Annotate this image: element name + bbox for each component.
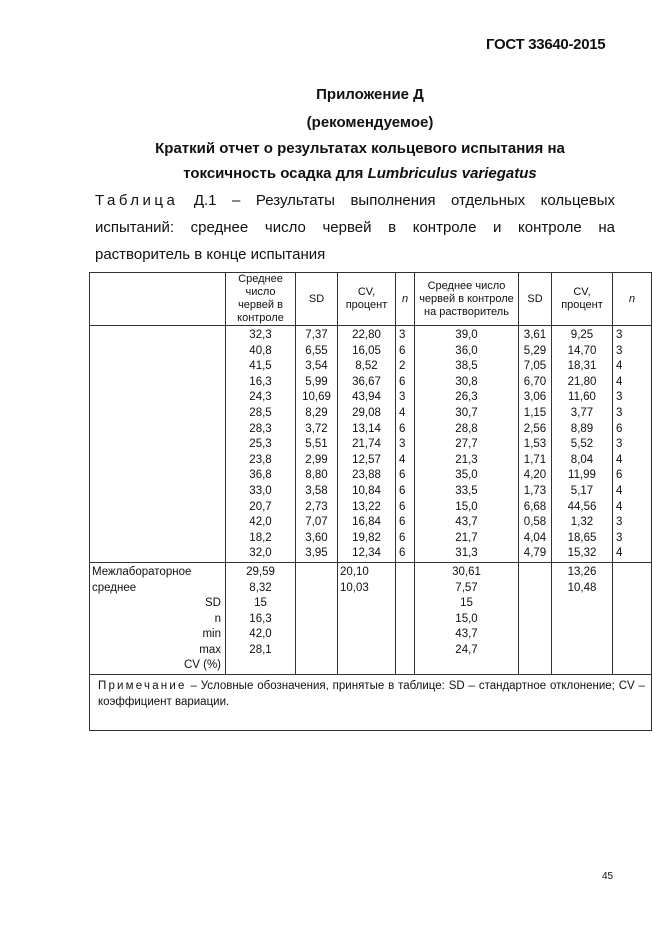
summary-empty-cell [396, 643, 415, 659]
table-cell: 6 [396, 484, 415, 500]
table-note-row [90, 675, 652, 731]
row-label-cell [90, 375, 226, 391]
summary-label: CV (%) [90, 658, 226, 674]
table-row [90, 390, 652, 406]
table-cell: 21,80 [552, 375, 613, 391]
table-cell: 21,3 [415, 453, 519, 469]
summary-cv-value [338, 627, 396, 643]
table-cell: 4 [613, 546, 652, 562]
summary-empty-cell [519, 658, 552, 674]
table-cell: 10,69 [296, 390, 338, 406]
header-cell: CV, процент [552, 273, 613, 326]
summary-cv-value [338, 596, 396, 612]
table-cell: 13,22 [338, 500, 396, 516]
table-cell: 3,61 [519, 326, 552, 344]
summary-solvent-value [415, 658, 519, 674]
summary-solvent-cv-value: 10,48 [552, 581, 613, 597]
table-cell: 14,70 [552, 344, 613, 360]
table-cell: 3 [396, 326, 415, 344]
table-cell: 44,56 [552, 500, 613, 516]
summary-control-value [226, 658, 296, 674]
table-cell: 11,60 [552, 390, 613, 406]
table-cell: 3 [396, 390, 415, 406]
table-row [90, 437, 652, 453]
summary-empty-cell [296, 627, 338, 643]
summary-row [90, 627, 652, 643]
table-cell: 6 [396, 375, 415, 391]
table-cell: 7,07 [296, 515, 338, 531]
table-cell: 0,58 [519, 515, 552, 531]
table-row [90, 344, 652, 360]
standard-code: ГОСТ 33640-2015 [486, 36, 606, 53]
table-cell: 1,71 [519, 453, 552, 469]
summary-label: Межлабораторное [90, 562, 226, 580]
table-cell: 3,54 [296, 359, 338, 375]
table-cell: 1,32 [552, 515, 613, 531]
table-row [90, 515, 652, 531]
table-caption-line2: испытаний: среднее число червей в контроле и контроле на [95, 219, 615, 236]
summary-solvent-cv-value [552, 658, 613, 674]
summary-empty-cell [519, 627, 552, 643]
table-cell: 29,08 [338, 406, 396, 422]
table-caption-line3: растворитель в конце испытания [95, 246, 326, 263]
table-cell: 3,60 [296, 531, 338, 547]
table-cell: 19,82 [338, 531, 396, 547]
summary-row [90, 658, 652, 674]
summary-label: min [90, 627, 226, 643]
report-title-line1: Краткий отчет о результатах кольцевого испытания на [155, 140, 565, 157]
table-cell: 5,99 [296, 375, 338, 391]
table-cell: 9,25 [552, 326, 613, 344]
table-cell: 3 [613, 344, 652, 360]
table-cell: 36,0 [415, 344, 519, 360]
table-cell: 11,99 [552, 468, 613, 484]
table-row [90, 359, 652, 375]
summary-empty-cell [396, 627, 415, 643]
table-cell: 4 [613, 375, 652, 391]
summary-empty-cell [519, 562, 552, 580]
table-cell: 6 [396, 515, 415, 531]
table-row [90, 546, 652, 562]
table-cell: 16,84 [338, 515, 396, 531]
table-cell: 2,99 [296, 453, 338, 469]
table-cell: 28,3 [226, 422, 296, 438]
table-cell: 23,88 [338, 468, 396, 484]
summary-empty-cell [613, 596, 652, 612]
summary-cv-value [338, 612, 396, 628]
summary-empty-cell [296, 612, 338, 628]
summary-empty-cell [613, 658, 652, 674]
table-cell: 6 [396, 500, 415, 516]
header-cell: SD [296, 273, 338, 326]
table-cell: 3 [613, 326, 652, 344]
table-cell: 4,79 [519, 546, 552, 562]
table-cell: 43,94 [338, 390, 396, 406]
table-cell: 18,2 [226, 531, 296, 547]
summary-solvent-cv-value [552, 596, 613, 612]
table-cell: 6,68 [519, 500, 552, 516]
header-cell: n [396, 273, 415, 326]
table-cell: 6 [613, 422, 652, 438]
table-cell: 30,8 [415, 375, 519, 391]
table-cell: 4 [613, 453, 652, 469]
row-label-cell [90, 422, 226, 438]
summary-row [90, 581, 652, 597]
summary-row [90, 643, 652, 659]
table-cell: 15,0 [415, 500, 519, 516]
summary-empty-cell [519, 581, 552, 597]
row-label-cell [90, 468, 226, 484]
table-cell: 2 [396, 359, 415, 375]
table-cell: 8,04 [552, 453, 613, 469]
row-label-cell [90, 484, 226, 500]
table-cell: 38,5 [415, 359, 519, 375]
table-row [90, 375, 652, 391]
table-row [90, 453, 652, 469]
summary-row [90, 562, 652, 580]
table-cell: 1,15 [519, 406, 552, 422]
header-cell: SD [519, 273, 552, 326]
table-row [90, 406, 652, 422]
summary-empty-cell [613, 612, 652, 628]
table-cell: 27,7 [415, 437, 519, 453]
header-cell: Среднее число червей в контроле на растворитель [415, 273, 519, 326]
summary-empty-cell [296, 581, 338, 597]
summary-solvent-value: 43,7 [415, 627, 519, 643]
row-label-cell [90, 515, 226, 531]
appendix-title: Приложение Д [316, 86, 424, 103]
header-cell: n [613, 273, 652, 326]
row-label-cell [90, 406, 226, 422]
summary-empty-cell [396, 562, 415, 580]
table-cell: 3,95 [296, 546, 338, 562]
table-cell: 3 [613, 531, 652, 547]
table-cell: 36,8 [226, 468, 296, 484]
table-cell: 40,8 [226, 344, 296, 360]
table-cell: 4 [396, 453, 415, 469]
summary-control-value: 42,0 [226, 627, 296, 643]
table-cell: 8,29 [296, 406, 338, 422]
table-cell: 7,05 [519, 359, 552, 375]
table-cell: 6 [396, 468, 415, 484]
table-cell: 28,8 [415, 422, 519, 438]
summary-empty-cell [519, 643, 552, 659]
summary-empty-cell [613, 643, 652, 659]
table-caption-number: Д.1 – Результаты выполнения отдельных кольцевых [193, 192, 615, 209]
table-cell: 5,17 [552, 484, 613, 500]
table-cell: 1,53 [519, 437, 552, 453]
table-cell: 30,7 [415, 406, 519, 422]
row-label-cell [90, 390, 226, 406]
summary-solvent-cv-value [552, 627, 613, 643]
table-cell: 32,0 [226, 546, 296, 562]
table-cell: 3,06 [519, 390, 552, 406]
table-cell: 18,31 [552, 359, 613, 375]
table-cell: 39,0 [415, 326, 519, 344]
row-label-cell [90, 546, 226, 562]
table-cell: 8,80 [296, 468, 338, 484]
row-label-cell [90, 344, 226, 360]
summary-control-value: 16,3 [226, 612, 296, 628]
table-cell: 3 [396, 437, 415, 453]
report-title-prefix: токсичность осадка для [183, 165, 368, 182]
table-row [90, 484, 652, 500]
summary-empty-cell [519, 612, 552, 628]
table-caption-label: Таблица [95, 192, 179, 209]
summary-label: max [90, 643, 226, 659]
summary-solvent-cv-value: 13,26 [552, 562, 613, 580]
table-cell: 35,0 [415, 468, 519, 484]
table-row [90, 326, 652, 344]
summary-empty-cell [296, 643, 338, 659]
table-cell: 3 [613, 406, 652, 422]
summary-cv-value [338, 643, 396, 659]
table-cell: 15,32 [552, 546, 613, 562]
table-cell: 3 [613, 437, 652, 453]
table-cell: 16,3 [226, 375, 296, 391]
summary-empty-cell [296, 596, 338, 612]
table-cell: 8,89 [552, 422, 613, 438]
table-cell: 5,52 [552, 437, 613, 453]
table-cell: 41,5 [226, 359, 296, 375]
table-row [90, 531, 652, 547]
report-title-line2 [60, 165, 660, 182]
table-cell: 21,7 [415, 531, 519, 547]
table-cell: 22,80 [338, 326, 396, 344]
summary-solvent-cv-value [552, 643, 613, 659]
summary-empty-cell [296, 658, 338, 674]
table-cell: 18,65 [552, 531, 613, 547]
summary-row [90, 596, 652, 612]
summary-empty-cell [519, 596, 552, 612]
summary-row [90, 612, 652, 628]
table-cell: 4 [396, 406, 415, 422]
table-header-row [90, 273, 652, 326]
table-cell: 36,67 [338, 375, 396, 391]
summary-empty-cell [396, 612, 415, 628]
row-label-cell [90, 531, 226, 547]
table-cell: 3,58 [296, 484, 338, 500]
summary-cv-value: 20,10 [338, 562, 396, 580]
summary-empty-cell [396, 581, 415, 597]
note-label: Примечание [98, 680, 187, 693]
table-cell: 6 [396, 546, 415, 562]
summary-empty-cell [396, 658, 415, 674]
table-data-body [90, 326, 652, 563]
table-cell: 2,56 [519, 422, 552, 438]
summary-control-value: 29,59 [226, 562, 296, 580]
summary-solvent-cv-value [552, 612, 613, 628]
table-cell: 6,55 [296, 344, 338, 360]
summary-empty-cell [613, 627, 652, 643]
table-cell: 4 [613, 484, 652, 500]
header-cell: Среднее число червей в контроле [226, 273, 296, 326]
table-cell: 31,3 [415, 546, 519, 562]
summary-solvent-value: 15,0 [415, 612, 519, 628]
summary-cv-value: 10,03 [338, 581, 396, 597]
table-cell: 12,57 [338, 453, 396, 469]
table-row [90, 422, 652, 438]
table-cell: 2,73 [296, 500, 338, 516]
row-label-cell [90, 500, 226, 516]
summary-control-value: 8,32 [226, 581, 296, 597]
table-cell: 10,84 [338, 484, 396, 500]
table-cell: 5,29 [519, 344, 552, 360]
row-label-cell [90, 453, 226, 469]
row-label-cell [90, 326, 226, 344]
header-cell [90, 273, 226, 326]
table-cell: 3,77 [552, 406, 613, 422]
table-cell: 3 [613, 515, 652, 531]
header-cell: CV, процент [338, 273, 396, 326]
table-cell: 24,3 [226, 390, 296, 406]
table-cell: 6 [396, 422, 415, 438]
row-label-cell [90, 437, 226, 453]
table-cell: 33,5 [415, 484, 519, 500]
table-cell: 6 [613, 468, 652, 484]
table-row [90, 468, 652, 484]
table-cell: 23,8 [226, 453, 296, 469]
table-cell: 43,7 [415, 515, 519, 531]
appendix-status: (рекомендуемое) [306, 114, 434, 131]
summary-label: SD [90, 596, 226, 612]
note-text: – Условные обозначения, принятые в таблице: SD – стандартное отклонение; CV – коэффициент вариации. [98, 680, 645, 708]
table-row [90, 500, 652, 516]
summary-solvent-value: 7,57 [415, 581, 519, 597]
table-cell: 32,3 [226, 326, 296, 344]
table-cell: 6 [396, 531, 415, 547]
table-cell: 28,5 [226, 406, 296, 422]
table-cell: 21,74 [338, 437, 396, 453]
table-cell: 4,04 [519, 531, 552, 547]
summary-empty-cell [396, 596, 415, 612]
table-cell: 3 [613, 390, 652, 406]
table-cell: 13,14 [338, 422, 396, 438]
summary-control-value: 15 [226, 596, 296, 612]
table-cell: 5,51 [296, 437, 338, 453]
table-cell: 1,73 [519, 484, 552, 500]
summary-empty-cell [613, 581, 652, 597]
table-cell: 20,7 [226, 500, 296, 516]
page-number: 45 [602, 871, 614, 882]
table-cell: 12,34 [338, 546, 396, 562]
species-name: Lumbriculus variegatus [367, 165, 537, 182]
summary-control-value: 28,1 [226, 643, 296, 659]
summary-cv-value [338, 658, 396, 674]
summary-label: n [90, 612, 226, 628]
table-cell: 3,72 [296, 422, 338, 438]
table-cell: 7,37 [296, 326, 338, 344]
table-cell: 42,0 [226, 515, 296, 531]
table-cell: 4,20 [519, 468, 552, 484]
table-cell: 25,3 [226, 437, 296, 453]
table-cell: 8,52 [338, 359, 396, 375]
table-cell: 26,3 [415, 390, 519, 406]
table-cell: 6 [396, 344, 415, 360]
table-cell: 4 [613, 359, 652, 375]
row-label-cell [90, 359, 226, 375]
table-caption-line1 [95, 192, 615, 209]
summary-solvent-value: 24,7 [415, 643, 519, 659]
results-table [89, 272, 652, 731]
table-cell: 33,0 [226, 484, 296, 500]
table-cell: 16,05 [338, 344, 396, 360]
table-cell: 6,70 [519, 375, 552, 391]
table-note [90, 675, 652, 731]
summary-solvent-value: 30,61 [415, 562, 519, 580]
summary-solvent-value: 15 [415, 596, 519, 612]
summary-empty-cell [613, 562, 652, 580]
summary-empty-cell [296, 562, 338, 580]
table-summary-body [90, 562, 652, 674]
summary-label: среднее [90, 581, 226, 597]
table-cell: 4 [613, 500, 652, 516]
